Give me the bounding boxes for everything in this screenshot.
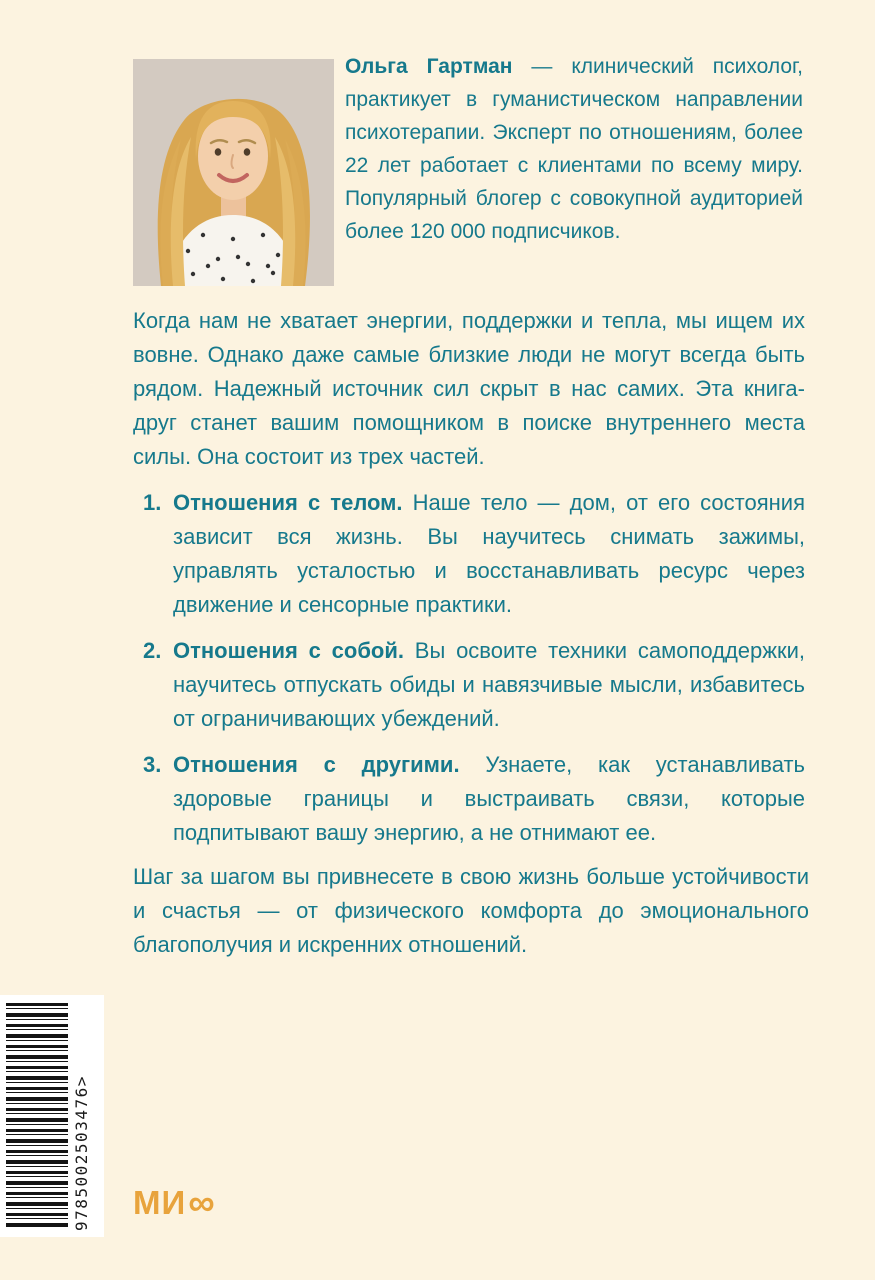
list-item-text xyxy=(173,748,805,850)
list-item-number: 2. xyxy=(143,638,162,663)
outro-paragraph: Шаг за шагом вы привнесете в свою жизнь больше устойчивости и счастья — от физического комфорта до эмоционального благополучия и искренних отношений. xyxy=(133,864,809,957)
list-item-text xyxy=(173,486,805,622)
barcode-number: 9785002503476> xyxy=(72,1075,91,1231)
list-item xyxy=(143,486,805,622)
barcode xyxy=(0,995,104,1237)
list-item-title: Отношения с другими. xyxy=(173,752,460,777)
parts-list xyxy=(143,486,805,850)
author-bio xyxy=(345,50,803,248)
list-item-body: Наше тело — дом, от его состояния зависит вся жизнь. Вы научитесь снимать зажимы, управлять усталостью и восстанавливать ресурс через движение и сенсорные практики. xyxy=(173,490,805,617)
barcode-bars-icon xyxy=(6,1003,68,1229)
list-item-title: Отношения с собой. xyxy=(173,638,404,663)
list-item xyxy=(143,634,805,736)
author-bio-text: — клинический психолог, практикует в гуманистическом направлении психотерапии. Эксперт по отношениям, более 22 лет работает с клиентами по всему миру. Популярный блогер с совокупной аудиторией более 120 000 подписчиков. xyxy=(345,55,803,243)
list-item-body: Вы освоите техники самоподдержки, научитесь отпускать обиды и навязчивые мысли, избавитесь от ограничивающих убеждений. xyxy=(173,638,805,731)
infinity-icon: ∞ xyxy=(188,1182,216,1223)
list-item-title: Отношения с телом. xyxy=(173,490,403,515)
list-item-text xyxy=(173,634,805,736)
publisher-logo xyxy=(133,1182,216,1223)
author-portrait-illustration xyxy=(133,59,334,286)
list-item-number: 3. xyxy=(143,752,162,777)
list-item xyxy=(143,748,805,850)
intro-paragraph: Когда нам не хватает энергии, поддержки и тепла, мы ищем их вовне. Однако даже самые близкие люди не могут всегда быть рядом. Надежный источник сил скрыт в нас самих. Эта книга-друг станет вашим помощником в поиске внутреннего места силы. Она состоит из трех частей. xyxy=(133,308,805,469)
list-item-body: Узнаете, как устанавливать здоровые границы и выстраивать связи, которые подпитывают вашу энергию, а не отнимают ее. xyxy=(173,752,805,845)
list-item-number: 1. xyxy=(143,490,162,515)
author-photo xyxy=(133,59,334,286)
author-name: Ольга Гартман xyxy=(345,55,513,78)
publisher-logo-text: МИ xyxy=(133,1184,187,1222)
